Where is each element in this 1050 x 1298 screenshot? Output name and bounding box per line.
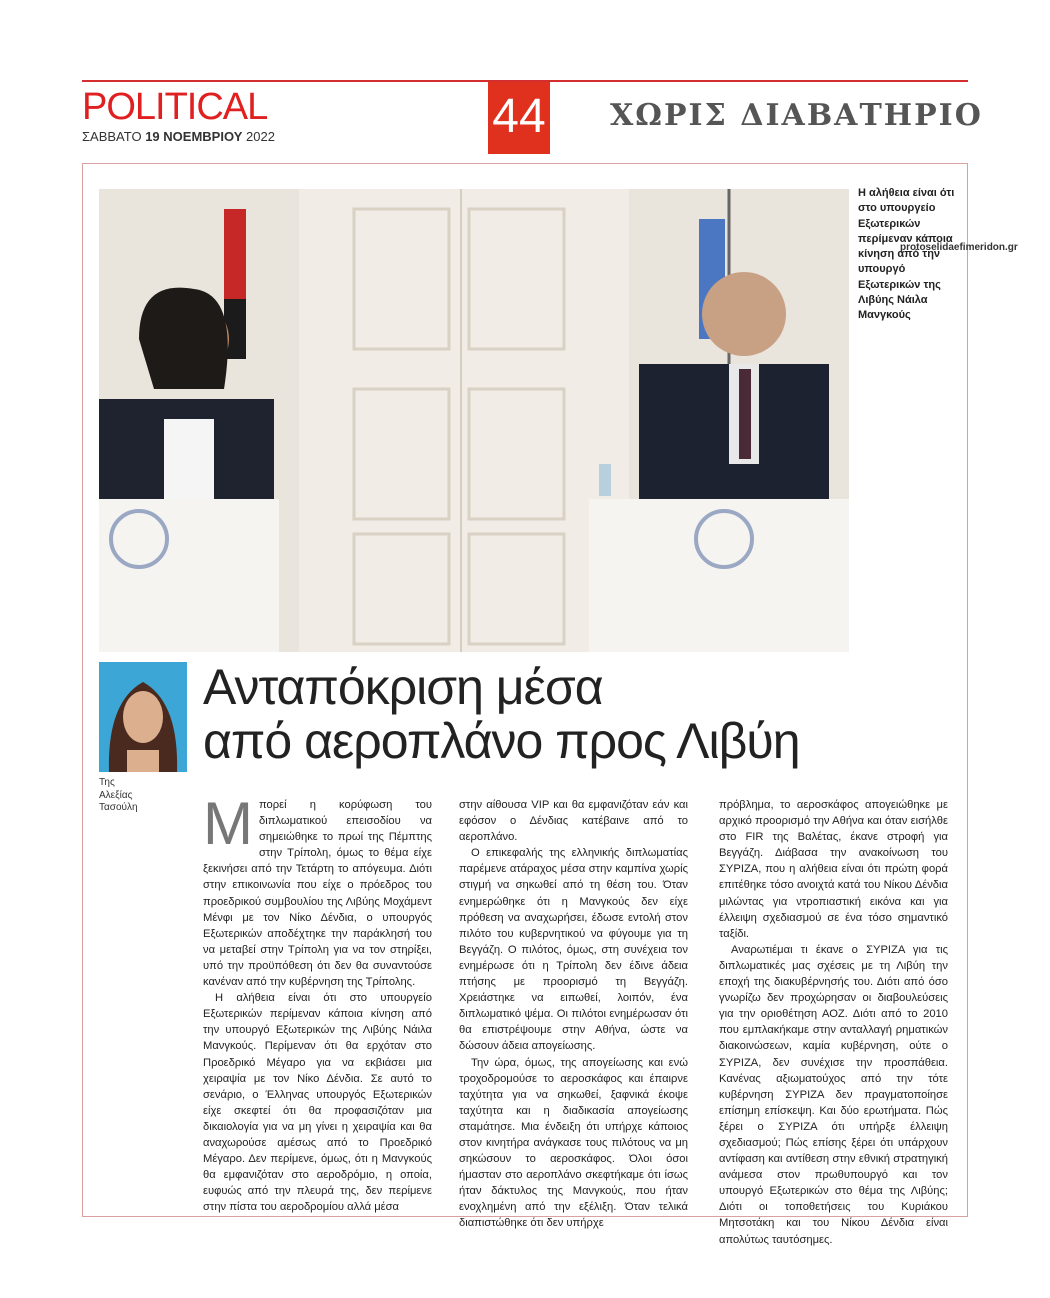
article-headline — [203, 660, 963, 768]
main-photo — [99, 189, 849, 652]
article-paragraph: Μπορεί η κορύφωση του διπλωματικού επεισοδίου να σημειώθηκε το πρωί της Πέμπτης στην Τρίπολη, όμως το θέμα είχε ξεκινήσει από την Τετάρτη το απόγευμα. Διότι στην επικοινωνία που είχε ο πρόεδρος του προεδρικού συμβουλίου της Λιβύης Μοχάμεντ Μένφι με τον Νίκο Δένδια, ο υπουργός Εξωτερικών αποδέχτηκε την παράκλησή του να μεταβεί στην Τρίπολη για να τον στηρίξει, υπό την προϋπόθεση ότι δεν θα συναντούσε κανέναν από την κυβέρνηση της Τρίπολης. — [203, 790, 432, 989]
page-number: 44 — [488, 82, 550, 154]
photo-caption: Η αλήθεια είναι ότι στο υπουργείο Εξωτερικών περίμεναν κάποια κίνηση από την υπουργό Εξωτερικών της Λιβύης Νάιλα Μανγκούς — [858, 187, 955, 322]
section-masthead: POLITICAL — [82, 86, 268, 128]
article-paragraph: στην αίθουσα VIP και θα εμφανιζόταν εάν και εφόσον ο Δένδιας κατέβαινε από το αεροπλάνο. — [459, 799, 688, 844]
author-first-name: Αλεξίας — [99, 789, 133, 801]
article-paragraph: Την ώρα, όμως, της απογείωσης και ενώ τροχοδρομούσε το αεροσκάφος και έπαιρνε ταχύτητα για να σηκωθεί, ξαφνικά έκοψε ταχύτητα και η διαδικασία απογείωσης σταμάτησε. Μια ένδειξη ότι υπήρχε κάποιος στον κινητήρα ανάγκασε τους πιλότους να μη σηκώσουν το αεροσκάφος. Όλοι όσοι ήμασταν στο αεροπλάνο σκεφτήκαμε ότι ίσως ήταν δάκτυλος της Μανγκούς, που ήταν ενοχλημένη από την εξέλιξη. Όταν τελικά διαπιστώθηκε ότι δεν υπήρχε — [459, 1056, 688, 1230]
date-weekday: ΣΑΒΒΑΤΟ — [82, 129, 142, 144]
author-prefix: Της — [99, 777, 115, 788]
author-portrait — [99, 662, 187, 772]
article-paragraph: Ο επικεφαλής της ελληνικής διπλωματίας παρέμενε ατάραχος μέσα στην καμπίνα χωρίς στιγμή να σηκωθεί από τη θέση του. Όταν ενημερώθηκε ότι η Μανγκούς δεν είχε πρόθεση να αναχωρήσει, έδωσε εντολή στον πιλότο του κυβερνητικού να φύγουμε για τη Βεγγάζη. Ο πιλότος, όμως, στη συνέχεια τον ενημέρωσε ότι η Τρίπολη δεν έδινε άδεια πτήσης με προορισμό τη Βεγγάζη. Χρειάστηκε να ειπωθεί, λοιπόν, ένα διπλωματικό ψέμα. Οι πιλότοι ενημέρωσαν ότι θα επιστρέψουμε στην Αθήνα, ώστε να δώσουν άδεια απογείωσης. — [459, 847, 688, 1053]
article-paragraph: πρόβλημα, το αεροσκάφος απογειώθηκε με αρχικό προορισμό την Αθήνα και όταν εισήλθε στο FIR της Βαλέτας, έκανε στροφή για Βεγγάζη. Διάβασα την ανακοίνωση του ΣΥΡΙΖΑ, που η αλήθεια είναι ότι πρώτη φορά επιτέθηκε τόσο ανοιχτά κατά του Νίκου Δένδια μιλώντας για ντροπιαστική εικόνα και για έλλειψη σχεδιασμού σε ένα τόσο σημαντικό ταξίδι. — [719, 799, 948, 940]
author-last-name: Τασούλη — [99, 802, 138, 813]
date-year: 2022 — [246, 129, 275, 144]
article-paragraph: Αναρωτιέμαι τι έκανε ο ΣΥΡΙΖΑ για τις διπλωματικές μας σχέσεις με τη Λιβύη την εποχή της διακυβέρνησής του. Διότι από όσο γνωρίζω δεν προχώρησαν οι διαβουλεύσεις για την οριοθέτηση ΑΟΖ. Διότι από το 2010 που εμπλακήκαμε στην ανταλλαγή ρηματικών διακοινώσεων, καμία κυβέρνηση, ούτε ο ΣΥΡΙΖΑ, δεν συνέχισε την προσπάθεια. Κανένας αξιωματούχος από την τότε κυβέρνηση ΣΥΡΙΖΑ δεν πραγματοποίησε επίσημη επίσκεψη. Και δύο ερωτήματα. Πώς ξέρει ο ΣΥΡΙΖΑ ότι υπήρξε έλλειψη σχεδιασμού; Πώς επίσης ξέρει ότι υπάρχουν αντίφαση και αντίθεση στην εθνική στρατηγική ανάμεσα στον πρωθυπουργό και τον υπουργό Εξωτερικών στο θέμα της Λιβύης; Διότι οι τοποθετήσεις του Κυριάκου Μητσοτάκη και του Νίκου Δένδια είναι απολύτως ταυτόσημες. — [719, 943, 948, 1246]
author-photo — [99, 662, 187, 772]
article-column-3 — [719, 797, 948, 1248]
author-byline — [99, 777, 159, 815]
dateline — [82, 129, 275, 144]
headline-line-2: από αεροπλάνο προς Λιβύη — [203, 713, 800, 769]
press-conference-image — [99, 189, 849, 652]
dropcap: Μ — [203, 790, 253, 857]
article-column-2 — [459, 797, 688, 1232]
headline-line-1: Ανταπόκριση μέσα — [203, 659, 603, 715]
section-title: ΧΩΡΙΣ ΔΙΑΒΑΤΗΡΙΟ — [610, 98, 983, 133]
article-column-1 — [203, 790, 432, 1215]
date-day-month: 19 ΝΟΕΜΒΡΙΟΥ — [145, 129, 243, 144]
article-paragraph: Η αλήθεια είναι ότι στο υπουργείο Εξωτερικών περίμεναν κάποια κίνηση από την υπουργό Εξωτερικών της Λιβύης Νάιλα Μανγκούς. Περίμεναν ότι θα ερχόταν στο Προεδρικό Μέγαρο για να εκβιάσει μια χειραψία με τον Νίκο Δένδια. Σε αυτό το σενάριο, ο Έλληνας υπουργός Εξωτερικών είχε σκεφτεί ότι θα προφασιζόταν μια δικαιολογία για να μη γίνει η χειραψία και θα αναχωρούσε αμέσως από το Προεδρικό Μέγαρο. Δεν περίμενε, όμως, ότι η Μανγκούς θα εμφανιζόταν στο αεροδρόμιο, η οποία, ευφυώς από την πλευρά της, δεν περίμενε στην πίστα του αεροδρομίου αλλά μέσα — [203, 992, 432, 1214]
watermark: protoselidaefimeridon.gr — [900, 242, 1018, 253]
